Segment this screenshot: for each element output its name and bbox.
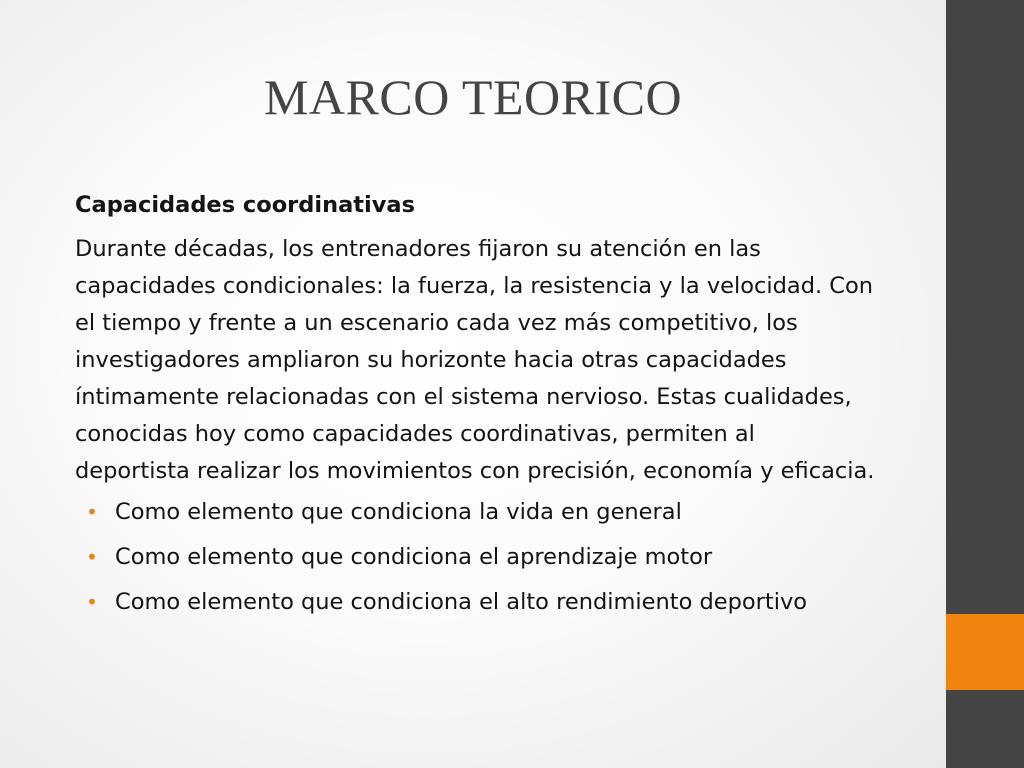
- slide-body: [75, 186, 875, 621]
- bullet-text: Como elemento que condiciona el aprendizaje motor: [115, 544, 713, 570]
- bullet-list: [75, 494, 875, 621]
- bullet-item-2: [75, 539, 875, 576]
- slide-title: MARCO TEORICO: [263, 69, 683, 125]
- section-heading: Capacidades coordinativas: [75, 192, 415, 218]
- bullet-icon: •: [86, 590, 98, 614]
- bullet-text: Como elemento que condiciona la vida en general: [115, 499, 682, 525]
- bullet-item-1: [75, 494, 875, 531]
- body-paragraph: Durante décadas, los entrenadores fijaron su atención en las capacidades condicionales: la fuerza, la resistencia y la velocidad. Con el tiempo y frente a un escenario cada vez más competitivo, los investigadores ampliaron su horizonte hacia otras capacidades íntimamente relacionadas con el sistema nervioso. Estas cualidades, conocidas hoy como capacidades coordinativas, permiten al deportista realizar los movimientos con precisión, economía y eficacia.: [75, 236, 875, 484]
- bullet-item-3: [75, 584, 875, 621]
- bullet-text: Como elemento que condiciona el alto rendimiento deportivo: [115, 589, 808, 615]
- bullet-icon: •: [86, 500, 98, 524]
- bullet-icon: •: [86, 545, 98, 569]
- accent-block: [946, 614, 1024, 690]
